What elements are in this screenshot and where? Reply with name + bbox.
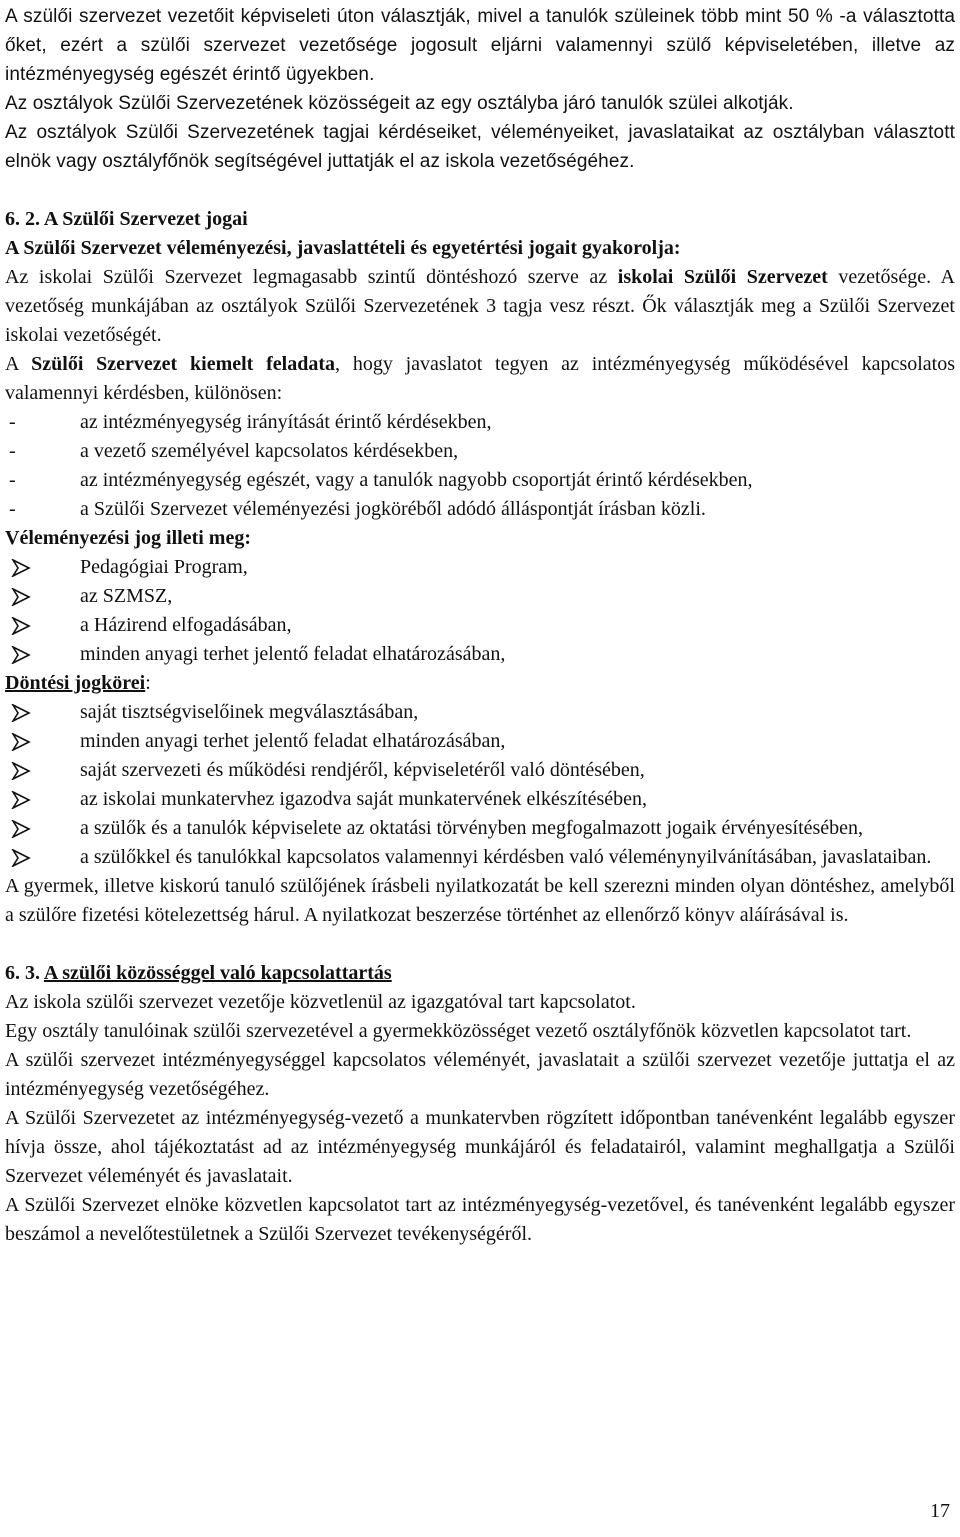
body-paragraph: A Szülői Szervezet elnöke közvetlen kapcsolatot tart az intézményegység-vezetővel, és tanévenként legalább egyszer beszámol a nevelőtestületnek a Szülői Szervezet tevékenységéről.: [5, 1194, 955, 1245]
list-item-text: a szülőkkel és tanulókkal kapcsolatos valamennyi kérdésben való véleménynyilvánításában, javaslataiban.: [80, 846, 932, 868]
document-page: [5, 2, 955, 1249]
list-item-text: a szülők és a tanulók képviselete az oktatási törvényben megfogalmazott jogaik érvényesítésében,: [80, 817, 864, 839]
spacer: [5, 930, 955, 959]
arrowhead-bullet-icon: [11, 617, 31, 635]
arrow-list-item: [5, 640, 955, 669]
list-item-text: minden anyagi terhet jelentő feladat elhatározásában,: [80, 730, 506, 752]
decision-rights-heading: [5, 669, 955, 698]
arrow-list-item: [5, 727, 955, 756]
body-paragraph: A szülői szervezet intézményegységgel kapcsolatos véleményét, javaslatait a szülői szervezet vezetője juttatja el az intézményegység vezetőségéhez.: [5, 1049, 955, 1100]
arrow-list-item: [5, 785, 955, 814]
body-paragraph: Az iskola szülői szervezet vezetője közvetlenül az igazgatóval tart kapcsolatot.: [5, 991, 636, 1013]
list-item-text: a Szülői Szervezet véleményezési jogköréből adódó álláspontját írásban közli.: [80, 498, 706, 520]
list-item-text: az iskolai munkatervhez igazodva saját munkatervének elkészítésében,: [80, 788, 647, 810]
list-item-text: az intézményegység irányítását érintő kérdésekben,: [80, 411, 492, 433]
bold-underlined-text: Döntési jogkörei: [5, 672, 146, 694]
body-paragraph: [5, 263, 955, 350]
section-subheading: A Szülői Szervezet véleményezési, javaslattételi és egyetértési jogait gyakorolja:: [5, 237, 681, 259]
section-heading-6-2: 6. 2. A Szülői Szervezet jogai: [5, 208, 248, 230]
arrowhead-bullet-icon: [11, 646, 31, 664]
intro-paragraph-1: A szülői szervezet vezetőit képviseleti úton választják, mivel a tanulók szüleinek több mint 50 % -a választotta őket, ezért a szülői szervezet vezetősége jogosult eljárni valamennyi szülő képviseletében, illetve az intézményegység egészét érintő ügyekben.: [5, 6, 955, 85]
dash-list-item: [5, 495, 955, 524]
arrow-list-item: [5, 553, 955, 582]
list-item-text: az intézményegység egészét, vagy a tanulók nagyobb csoportját érintő kérdésekben,: [80, 469, 753, 491]
text-run: Az iskolai Szülői Szervezet legmagasabb szintű döntéshozó szerve az: [5, 266, 618, 288]
opinion-rights-heading: Véleményezési jog illeti meg:: [5, 527, 252, 549]
arrowhead-bullet-icon: [11, 791, 31, 809]
arrow-list-item: [5, 582, 955, 611]
spacer: [5, 176, 955, 205]
dash-list-item: [5, 466, 955, 495]
dash-marker: -: [9, 469, 16, 491]
section-title: A szülői közösséggel való kapcsolattartás: [43, 962, 392, 984]
dash-list-item: [5, 408, 955, 437]
closing-paragraph: A gyermek, illetve kiskorú tanuló szülőjének írásbeli nyilatkozatát be kell szerezni minden olyan döntéshez, amelyből a szülőre fizetési kötelezettség hárul. A nyilatkozat beszerzése történhet az ellenőrző könyv aláírásával is.: [5, 875, 955, 926]
intro-paragraph-3: Az osztályok Szülői Szervezetének tagjai kérdéseiket, véleményeiket, javaslataikat az osztályban választott elnök vagy osztályfőnök segítségével juttatják el az iskola vezetőségéhez.: [5, 122, 955, 172]
list-item-text: saját szervezeti és működési rendjéről, képviseletéről való döntésében,: [80, 759, 645, 781]
section-number: 6. 3.: [5, 962, 44, 984]
bold-text: Szülői Szervezet kiemelt feladata: [31, 353, 336, 375]
list-item-text: saját tisztségviselőinek megválasztásában,: [80, 701, 419, 723]
section-heading-6-3: [5, 959, 955, 988]
list-item-text: Pedagógiai Program,: [80, 556, 248, 578]
arrowhead-bullet-icon: [11, 762, 31, 780]
arrowhead-bullet-icon: [11, 559, 31, 577]
arrowhead-bullet-icon: [11, 849, 31, 867]
arrowhead-bullet-icon: [11, 733, 31, 751]
dash-list-item: [5, 437, 955, 466]
page-number: 17: [930, 1500, 950, 1522]
list-item-text: az SZMSZ,: [80, 585, 173, 607]
dash-marker: -: [9, 440, 16, 462]
arrowhead-bullet-icon: [11, 820, 31, 838]
decision-list: [5, 698, 955, 872]
arrow-list-item: [5, 698, 955, 727]
intro-paragraph-2: Az osztályok Szülői Szervezetének közösségeit az egy osztályba járó tanulók szülei alkotják.: [5, 93, 794, 114]
text-run: :: [145, 672, 151, 694]
opinion-list: [5, 553, 955, 669]
arrow-list-item: [5, 611, 955, 640]
list-item-text: a Házirend elfogadásában,: [80, 614, 292, 636]
body-paragraph: Egy osztály tanulóinak szülői szervezetével a gyermekközösséget vezető osztályfőnök közvetlen kapcsolatot tart.: [5, 1020, 912, 1042]
bold-text: iskolai Szülői Szervezet: [617, 266, 828, 288]
arrow-list-item: [5, 814, 955, 843]
list-item-text: minden anyagi terhet jelentő feladat elhatározásában,: [80, 643, 506, 665]
text-run: vezetősége. A vezetőség munkájában az osztályok Szülői Szervezetének 3 tagja vesz részt. Ők választják meg a Szülői Szervezet iskolai vezetőségét.: [5, 266, 955, 346]
body-paragraph: [5, 350, 955, 408]
arrow-list-item: [5, 756, 955, 785]
list-item-text: a vezető személyével kapcsolatos kérdésekben,: [80, 440, 459, 462]
text-run: , hogy javaslatot tegyen az intézményegység működésével kapcsolatos valamennyi kérdésben, különösen:: [5, 353, 955, 404]
dash-marker: -: [9, 411, 16, 433]
body-paragraph: A Szülői Szervezetet az intézményegység-vezető a munkatervben rögzített időpontban tanévenként legalább egyszer hívja össze, ahol tájékoztatást ad az intézményegység munkájáról és feladatairól, valamint meghallgatja a Szülői Szervezet véleményét és javaslatait.: [5, 1107, 955, 1187]
arrowhead-bullet-icon: [11, 704, 31, 722]
dash-marker: -: [9, 498, 16, 520]
text-run: A: [5, 353, 32, 375]
arrow-list-item: [5, 843, 955, 872]
dash-list: [5, 408, 955, 524]
arrowhead-bullet-icon: [11, 588, 31, 606]
